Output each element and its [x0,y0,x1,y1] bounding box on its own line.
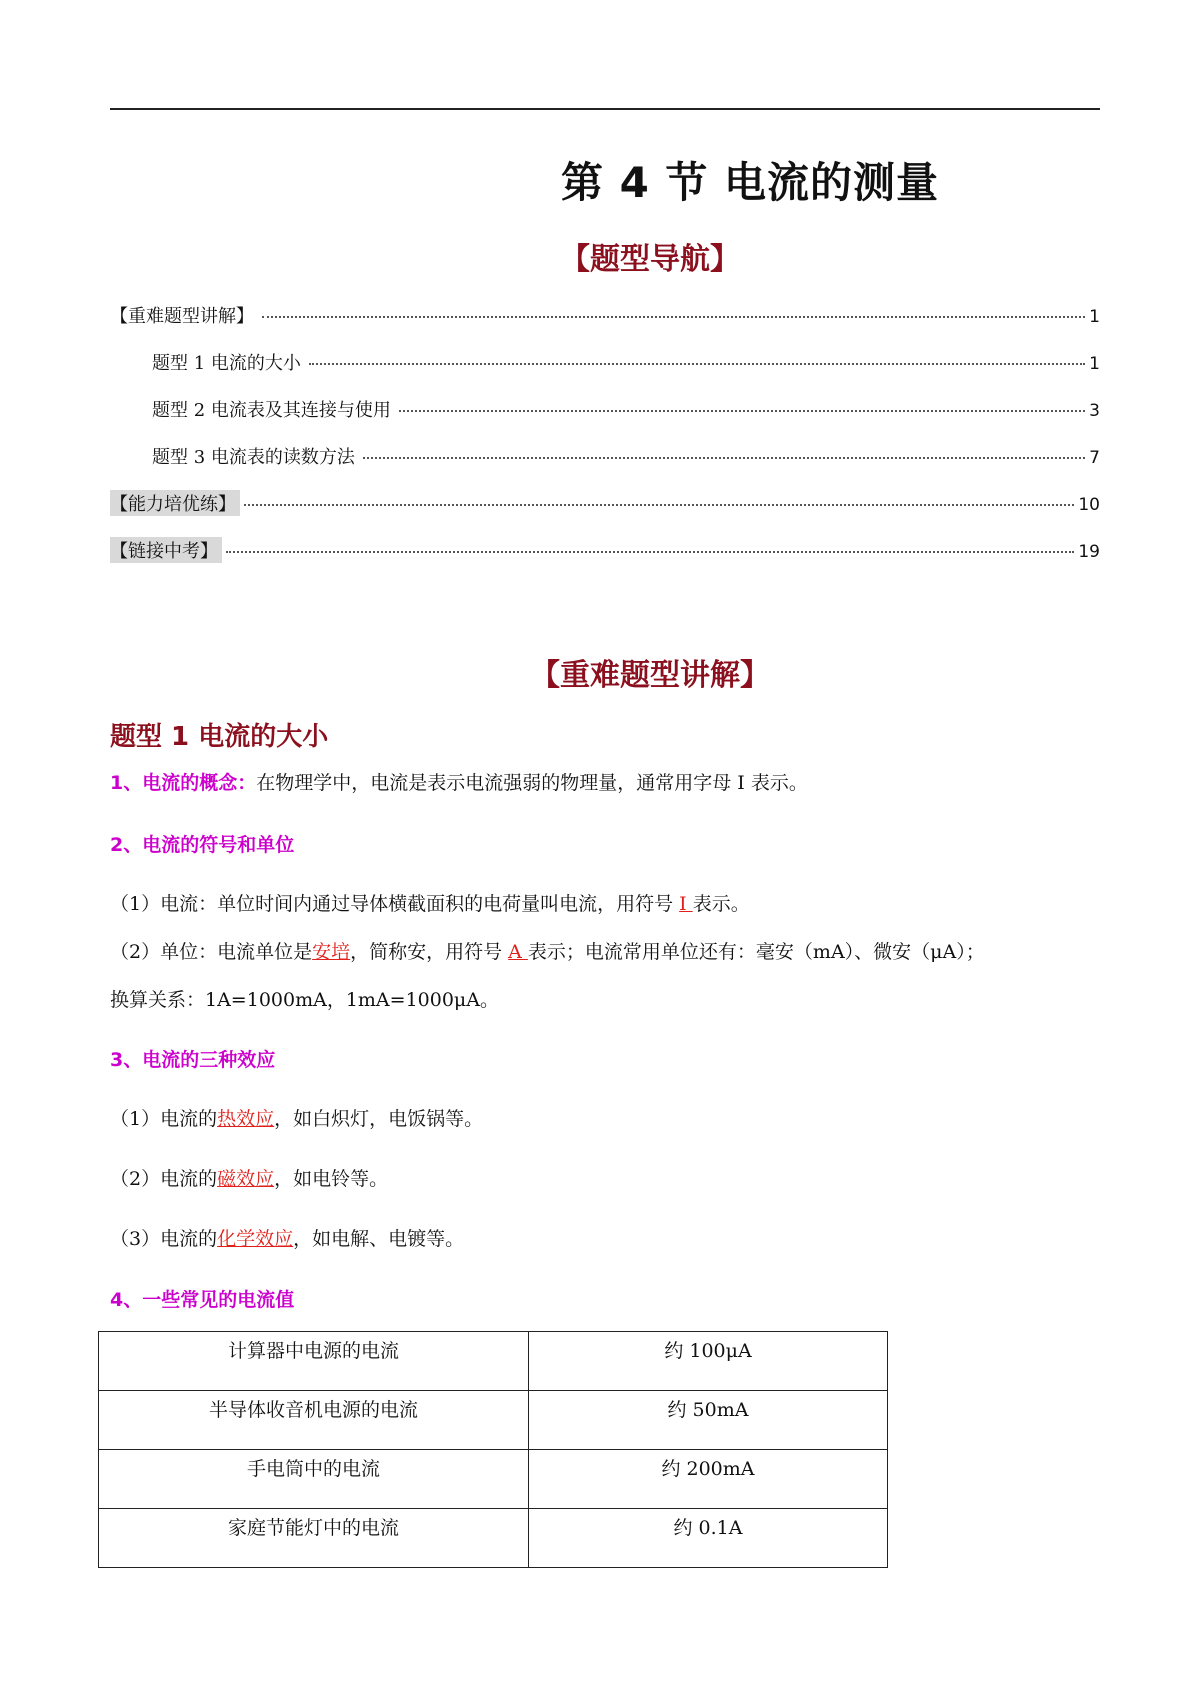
answer-blank: A [508,941,528,963]
toc-entry-ability-practice[interactable] [110,490,1100,520]
paragraph-text: ，如电铃等。 [274,1168,389,1190]
paragraph-text: 在物理学中，电流是表示电流强弱的物理量，通常用字母 I 表示。 [256,772,808,794]
table-row [99,1509,888,1568]
header-rule [110,108,1100,110]
paragraph-magnetic-effect [110,1164,388,1191]
paragraph-text: （3）电流的 [110,1228,218,1250]
paragraph-text: ，简称安，用符号 [350,941,509,963]
toc-label: 【链接中考】 [110,537,222,563]
toc-entry-exam-link[interactable] [110,537,1100,567]
toc-entry-key-topics[interactable] [110,302,1100,332]
toc-entry-topic-2[interactable] [152,396,1100,426]
section-heading: 【重难题型讲解】 [530,658,770,693]
answer-blank: I [679,893,693,915]
toc-label: 题型 2 电流表及其连接与使用 [152,400,391,421]
paragraph-text: ，如电解、电镀等。 [293,1228,465,1250]
point-label: 1、电流的概念： [110,772,257,794]
paragraph-text: （2）电流的 [110,1168,218,1190]
paragraph-text: 表示。 [692,893,750,915]
paragraph-text: ，如白炽灯，电饭锅等。 [274,1108,484,1130]
table-cell-value: 约 100μA [529,1332,888,1391]
table-row [99,1332,888,1391]
paragraph-text: 表示；电流常用单位还有：毫安（mA）、微安（μA）； [527,941,985,963]
table-row [99,1450,888,1509]
paragraph-conversion: 换算关系：1A=1000mA，1mA=1000μA。 [110,989,499,1011]
paragraph-text: （2）单位：电流单位是 [110,941,313,963]
toc-label: 【重难题型讲解】 [110,306,254,327]
paragraph-current-definition [110,889,750,916]
table-cell-device: 手电筒中的电流 [99,1450,529,1509]
toc-label: 题型 3 电流表的读数方法 [152,447,355,468]
toc-label: 【能力培优练】 [110,490,240,516]
table-cell-value: 约 50mA [529,1391,888,1450]
toc-page-number: 10 [1078,495,1100,515]
toc-leader [244,504,1074,506]
table-cell-device: 半导体收音机电源的电流 [99,1391,529,1450]
toc-page-number: 7 [1089,448,1100,468]
table-cell-value: 约 0.1A [529,1509,888,1568]
current-values-table [98,1331,888,1568]
answer-blank: 磁效应 [217,1168,275,1190]
toc-entry-topic-3[interactable] [152,443,1100,473]
answer-blank: 热效应 [217,1108,275,1130]
table-cell-value: 约 200mA [529,1450,888,1509]
toc-page-number: 19 [1078,542,1100,562]
answer-blank: 化学效应 [217,1228,294,1250]
table-cell-device: 计算器中电源的电流 [99,1332,529,1391]
answer-blank: 安培 [312,941,351,963]
toc-leader [399,410,1085,412]
point-heading-three-effects: 3、电流的三种效应 [110,1049,276,1071]
toc-entry-topic-1[interactable] [152,349,1100,379]
point-heading-common-values: 4、一些常见的电流值 [110,1289,295,1311]
toc-page-number: 3 [1089,401,1100,421]
toc-page-number: 1 [1089,307,1100,327]
point-heading-symbol-unit: 2、电流的符号和单位 [110,834,295,856]
topic-heading: 题型 1 电流的大小 [110,722,329,752]
toc-page-number: 1 [1089,354,1100,374]
paragraph-heat-effect [110,1104,483,1131]
paragraph-current-concept [110,768,808,795]
paragraph-text: （1）电流的 [110,1108,218,1130]
paragraph-text: （1）电流：单位时间内通过导体横截面积的电荷量叫电流，用符号 [110,893,680,915]
toc-leader [262,316,1085,318]
table-cell-device: 家庭节能灯中的电流 [99,1509,529,1568]
page-title: 第 4 节 电流的测量 [560,158,940,207]
table-row [99,1391,888,1450]
paragraph-chemical-effect [110,1224,464,1251]
toc-leader [363,457,1085,459]
toc-leader [309,363,1085,365]
paragraph-current-unit [110,937,985,964]
toc-leader [226,551,1074,553]
toc-label: 题型 1 电流的大小 [152,353,301,374]
nav-heading: 【题型导航】 [560,242,740,277]
